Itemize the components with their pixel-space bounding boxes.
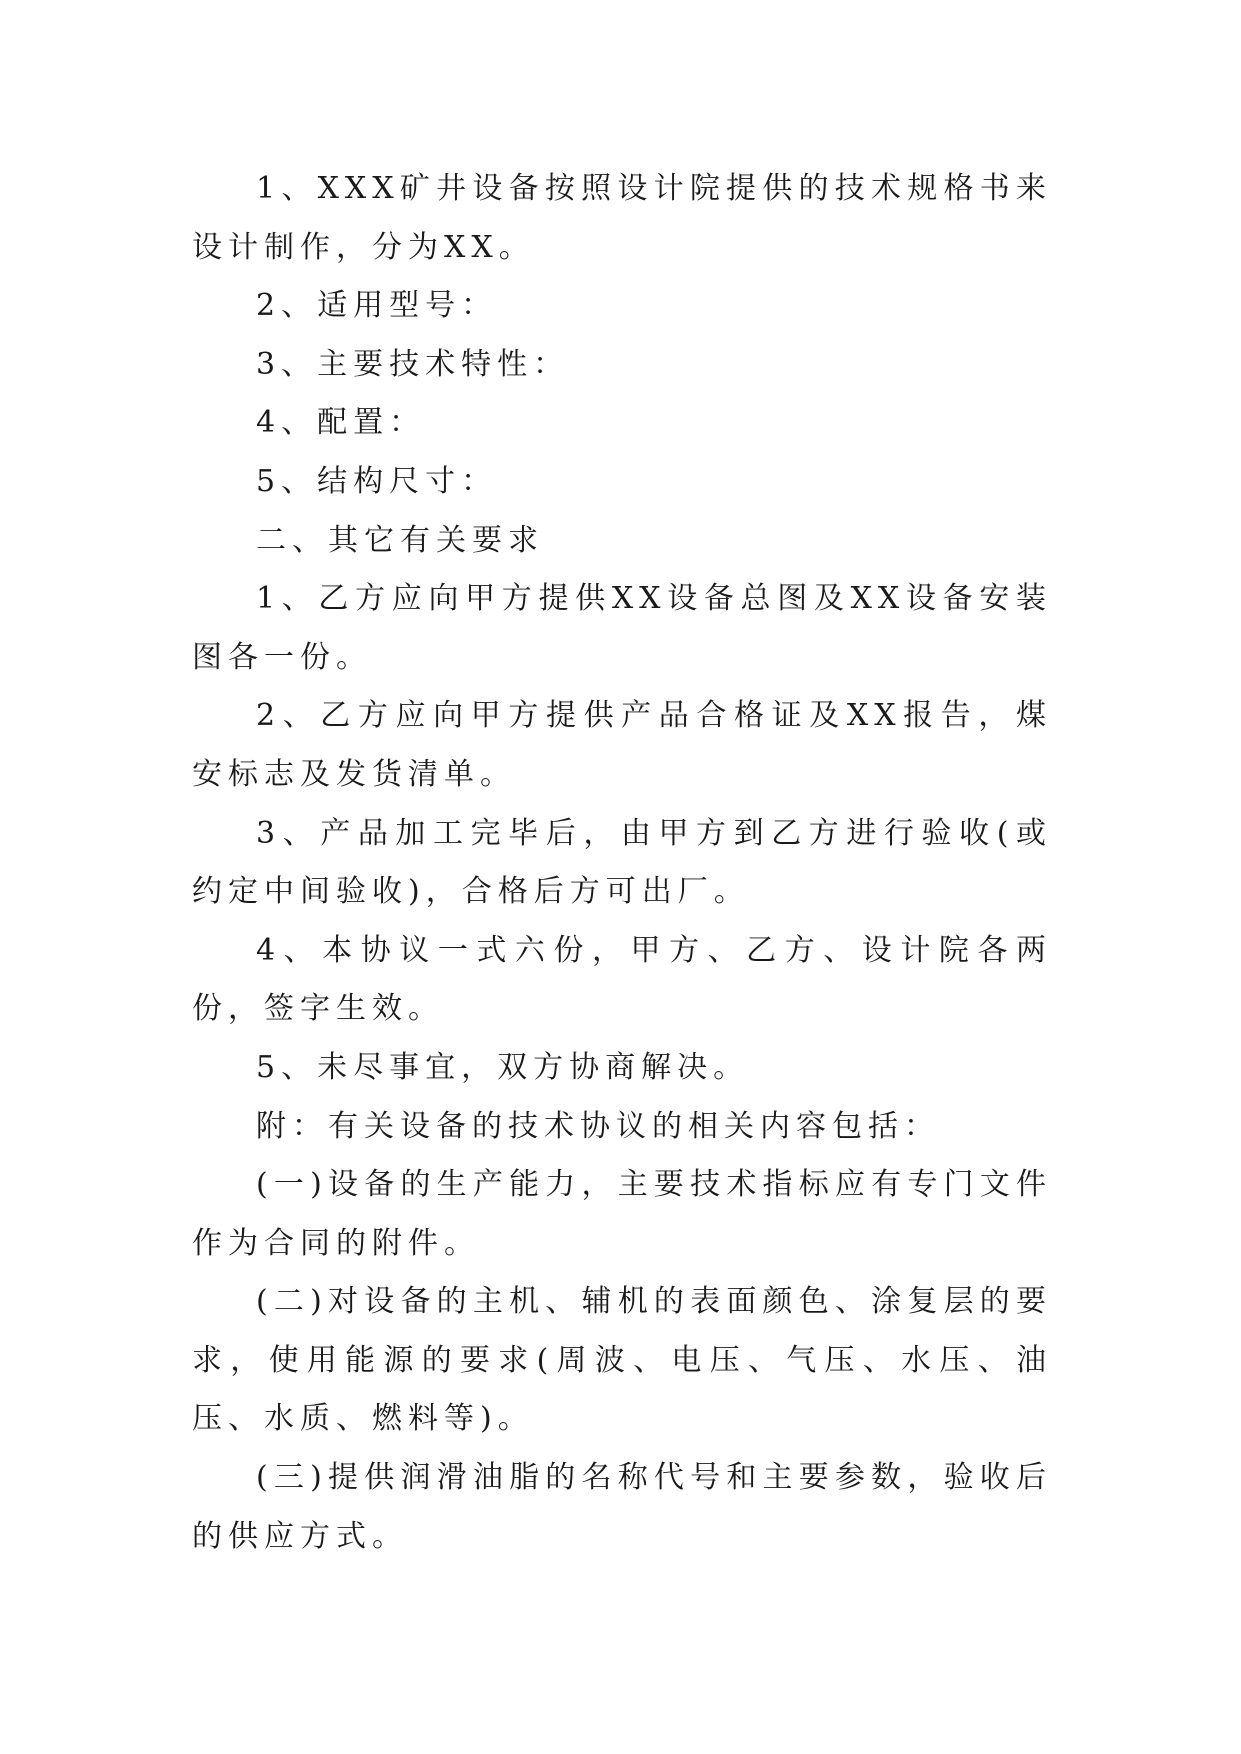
paragraph-appendix-item-3: (三)提供润滑油脂的名称代号和主要参数，验收后的供应方式。 xyxy=(192,1460,1052,1554)
paragraph-appendix-item-1: (一)设备的生产能力，主要技术指标应有专门文件作为合同的附件。 xyxy=(192,1167,1052,1261)
paragraph-configuration: 4、配置： xyxy=(256,405,426,441)
paragraph-drawings: 1、乙方应向甲方提供XX设备总图及XX设备安装图各一份。 xyxy=(192,581,1052,675)
paragraph-spec-design: 1、XXX矿井设备按照设计院提供的技术规格书来设计制作，分为XX。 xyxy=(192,171,1052,265)
paragraph-copies: 4、本协议一式六份，甲方、乙方、设计院各两份，签字生效。 xyxy=(192,932,1052,1027)
paragraph-appendix-item-2: (二)对设备的主机、辅机的表面颜色、涂复层的要求，使用能源的要求(周波、电压、气压、水压、油压、水质、燃料等)。 xyxy=(192,1284,1052,1437)
paragraph-appendix-intro: 附：有关设备的技术协议的相关内容包括： xyxy=(256,1108,940,1144)
paragraph-model: 2、适用型号： xyxy=(256,288,498,324)
paragraph-certificates: 2、乙方应向甲方提供产品合格证及XX报告，煤安标志及发货清单。 xyxy=(192,698,1052,792)
section-heading-other-requirements: 二、其它有关要求 xyxy=(256,522,544,558)
paragraph-unresolved-matters: 5、未尽事宜，双方协商解决。 xyxy=(256,1049,750,1085)
paragraph-dimensions: 5、结构尺寸： xyxy=(256,463,498,499)
paragraph-tech-features: 3、主要技术特性： xyxy=(256,346,570,382)
document-body xyxy=(192,160,1052,1566)
paragraph-acceptance: 3、产品加工完毕后，由甲方到乙方进行验收(或约定中间验收)，合格后方可出厂。 xyxy=(192,815,1052,910)
